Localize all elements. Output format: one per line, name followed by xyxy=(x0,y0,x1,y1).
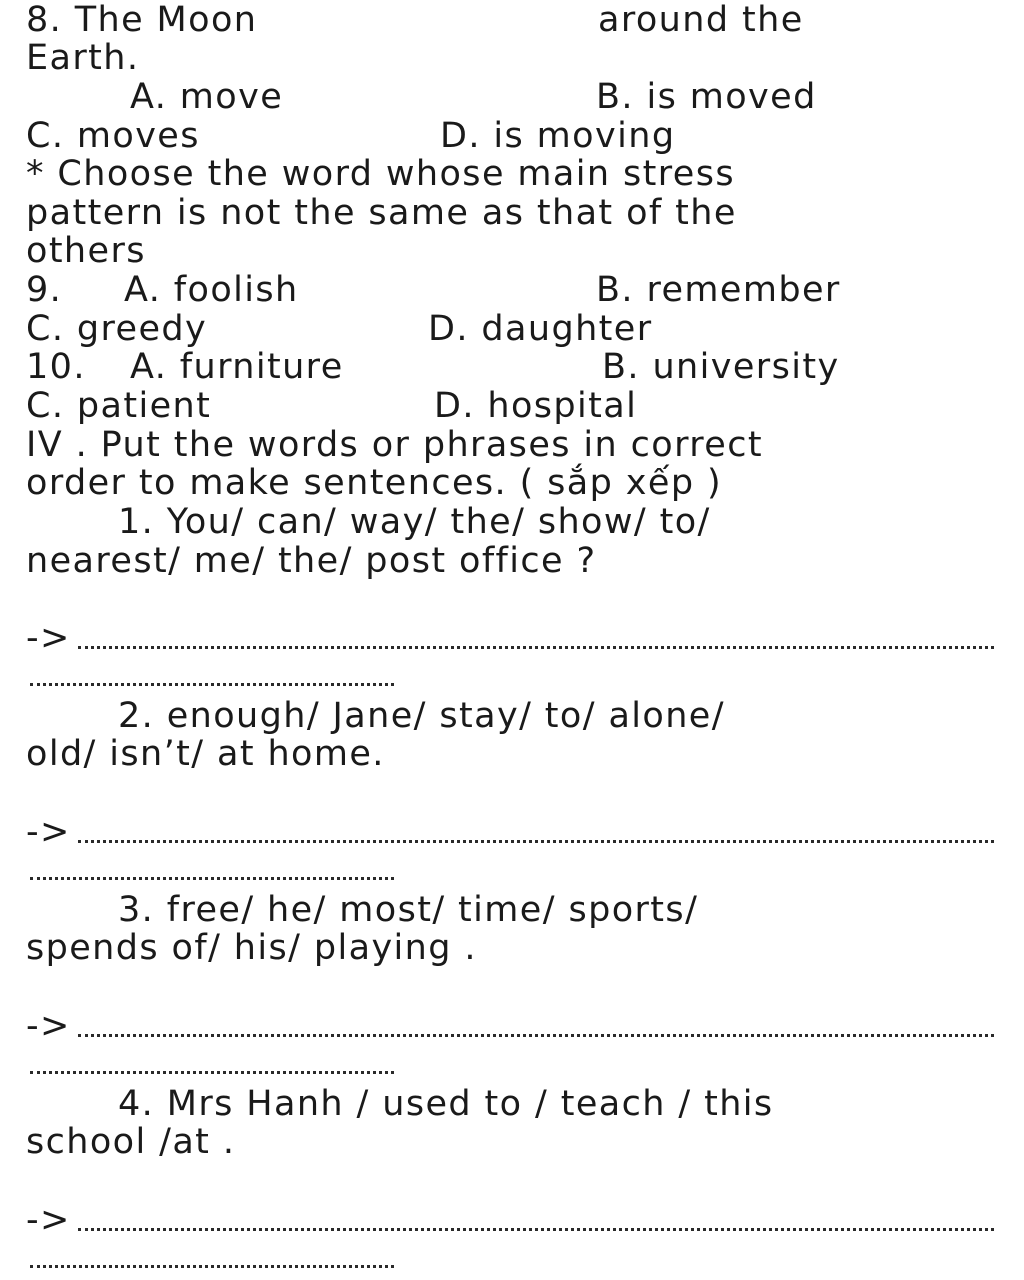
answer-4-arrow: -> xyxy=(26,1200,71,1240)
reorder-item-2-line1: 2. enough/ Jane/ stay/ to/ alone/ xyxy=(118,696,725,736)
q10-option-a: A. furniture xyxy=(130,347,344,387)
q10-option-d: D. hospital xyxy=(434,386,638,426)
q8-stem: 8. The Moon xyxy=(26,0,258,40)
q8-option-c: C. moves xyxy=(26,116,200,156)
answer-2-line[interactable] xyxy=(78,840,994,843)
q9-option-a: A. foolish xyxy=(124,270,299,310)
stress-instruction-line2: pattern is not the same as that of the xyxy=(26,193,737,233)
q9-option-c: C. greedy xyxy=(26,309,208,349)
answer-3-line-cont[interactable] xyxy=(30,1071,394,1074)
reorder-item-3-line2: spends of/ his/ playing . xyxy=(26,928,477,968)
q8-stem-end: around the xyxy=(598,0,804,40)
q8-option-a: A. move xyxy=(130,77,284,117)
stress-instruction-line3: others xyxy=(26,231,146,271)
q9-option-b: B. remember xyxy=(596,270,841,310)
reorder-item-4-line2: school /at . xyxy=(26,1122,236,1162)
reorder-item-1-line2: nearest/ me/ the/ post office ? xyxy=(26,541,597,581)
answer-2-line-cont[interactable] xyxy=(30,877,394,880)
answer-1-line[interactable] xyxy=(78,646,994,649)
answer-1-line-cont[interactable] xyxy=(30,683,394,686)
q9-number: 9. xyxy=(26,270,63,310)
answer-3-line[interactable] xyxy=(78,1034,994,1037)
q10-number: 10. xyxy=(26,347,86,387)
q8-option-d: D. is moving xyxy=(440,116,676,156)
reorder-item-4-line1: 4. Mrs Hanh / used to / teach / this xyxy=(118,1084,774,1124)
answer-1-arrow: -> xyxy=(26,618,71,658)
answer-3-arrow: -> xyxy=(26,1006,71,1046)
q10-option-b: B. university xyxy=(602,347,840,387)
answer-2-arrow: -> xyxy=(26,812,71,852)
section-iv-title-line1: IV . Put the words or phrases in correct xyxy=(26,425,763,465)
q8-option-b: B. is moved xyxy=(596,77,817,117)
section-iv-title-line2: order to make sentences. ( sắp xếp ) xyxy=(26,463,723,503)
q9-option-d: D. daughter xyxy=(428,309,653,349)
answer-4-line-cont[interactable] xyxy=(30,1265,394,1268)
q8-stem-cont: Earth. xyxy=(26,38,140,78)
reorder-item-2-line2: old/ isn’t/ at home. xyxy=(26,734,385,774)
stress-instruction-line1: * Choose the word whose main stress xyxy=(26,154,735,194)
reorder-item-1-line1: 1. You/ can/ way/ the/ show/ to/ xyxy=(118,502,711,542)
q10-option-c: C. patient xyxy=(26,386,212,426)
answer-4-line[interactable] xyxy=(78,1228,994,1231)
reorder-item-3-line1: 3. free/ he/ most/ time/ sports/ xyxy=(118,890,699,930)
